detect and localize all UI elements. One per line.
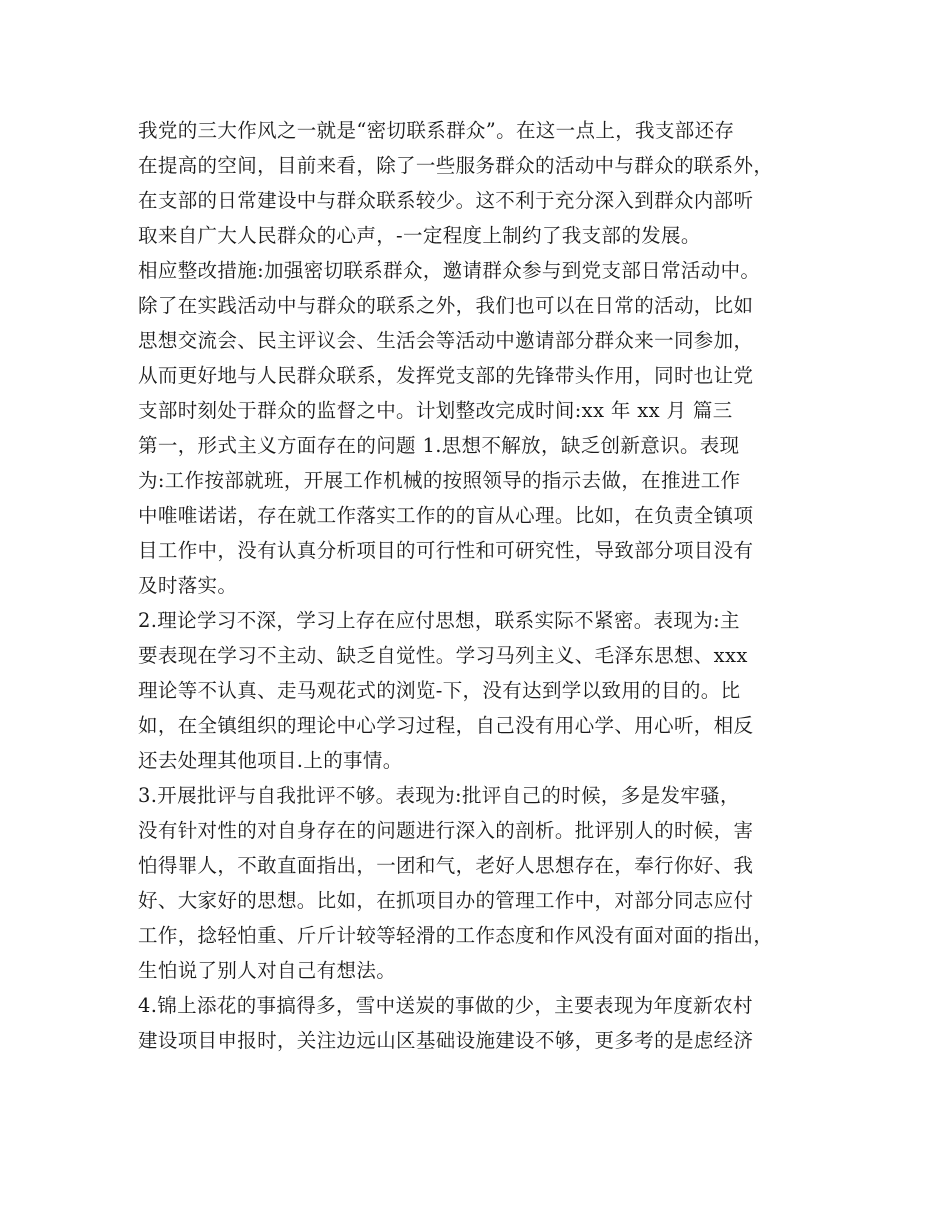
text-line: 及时落实。 [138, 574, 238, 597]
text-line: 在支部的日常建设中与群众联系较少。这不利于充分深入到群众内部听 [138, 189, 754, 212]
text-line: 相应整改措施:加强密切联系群众，邀请群众参与到党支部日常活动中。 [138, 259, 761, 282]
text-line: 3.开展批评与自我批评不够。表现为:批评自己的时候，多是发牢骚， [138, 784, 740, 807]
text-line: 要表现在学习不主动、缺乏自觉性。学习马列主义、毛泽东思想、xxx [138, 644, 748, 667]
text-line: 工作，捻轻怕重、斤斤计较等轻滑的工作态度和作风没有面对面的指出， [138, 924, 774, 947]
text-line: 理论等不认真、走马观花式的浏览-下，没有达到学以致用的目的。比 [138, 679, 741, 702]
text-line: 支部时刻处于群众的监督之中。计划整改完成时间:xx 年 xx 月 篇三 [138, 399, 733, 422]
text-line: 建设项目申报时，关注边远山区基础设施建设不够，更多考的是虑经济 [138, 1029, 754, 1052]
text-line: 目工作中，没有认真分析项目的可行性和可研究性，导致部分项目没有 [138, 539, 754, 562]
text-line: 生怕说了别人对自己有想法。 [138, 959, 397, 982]
text-line: 在提高的空间，目前来看，除了一些服务群众的活动中与群众的联系外， [138, 154, 774, 177]
text-line: 思想交流会、民主评议会、生活会等活动中邀请部分群众来一同参加， [138, 329, 754, 352]
text-line: 为:工作按部就班，开展工作机械的按照领导的指示去做，在推进工作 [138, 469, 741, 492]
text-line: 我党的三大作风之一就是“密切联系群众”。在这一点上，我支部还存 [138, 119, 735, 142]
text-line: 好、大家好的思想。比如，在抓项目办的管理工作中，对部分同志应付 [138, 889, 754, 912]
text-line: 从而更好地与人民群众联系，发挥党支部的先锋带头作用，同时也让党 [138, 364, 754, 387]
text-line: 4.锦上添花的事搞得多，雪中送炭的事做的少，主要表现为年度新农村 [138, 994, 753, 1017]
text-line: 如，在全镇组织的理论中心学习过程，自己没有用心学、用心听，相反 [138, 714, 754, 737]
text-line: 除了在实践活动中与群众的联系之外，我们也可以在日常的活动，比如 [138, 294, 754, 317]
text-line: 2.理论学习不深，学习上存在应付思想，联系实际不紧密。表现为:主 [138, 609, 740, 632]
text-line: 中唯唯诺诺，存在就工作落实工作的的盲从心理。比如，在负责全镇项 [138, 504, 754, 527]
text-line: 第一，形式主义方面存在的问题 1.思想不解放，缺乏创新意识。表现 [138, 434, 740, 457]
document-body [138, 113, 828, 1058]
text-line: 怕得罪人，不敢直面指出，一团和气，老好人思想存在，奉行你好、我 [138, 854, 754, 877]
text-line: 没有针对性的对自身存在的问题进行深入的剖析。批评别人的时候，害 [138, 819, 754, 842]
text-line: 取来自广大人民群众的心声，-一定程度上制约了我支部的发展。 [138, 224, 701, 247]
text-line: 还去处理其他项目.上的事情。 [138, 749, 403, 772]
